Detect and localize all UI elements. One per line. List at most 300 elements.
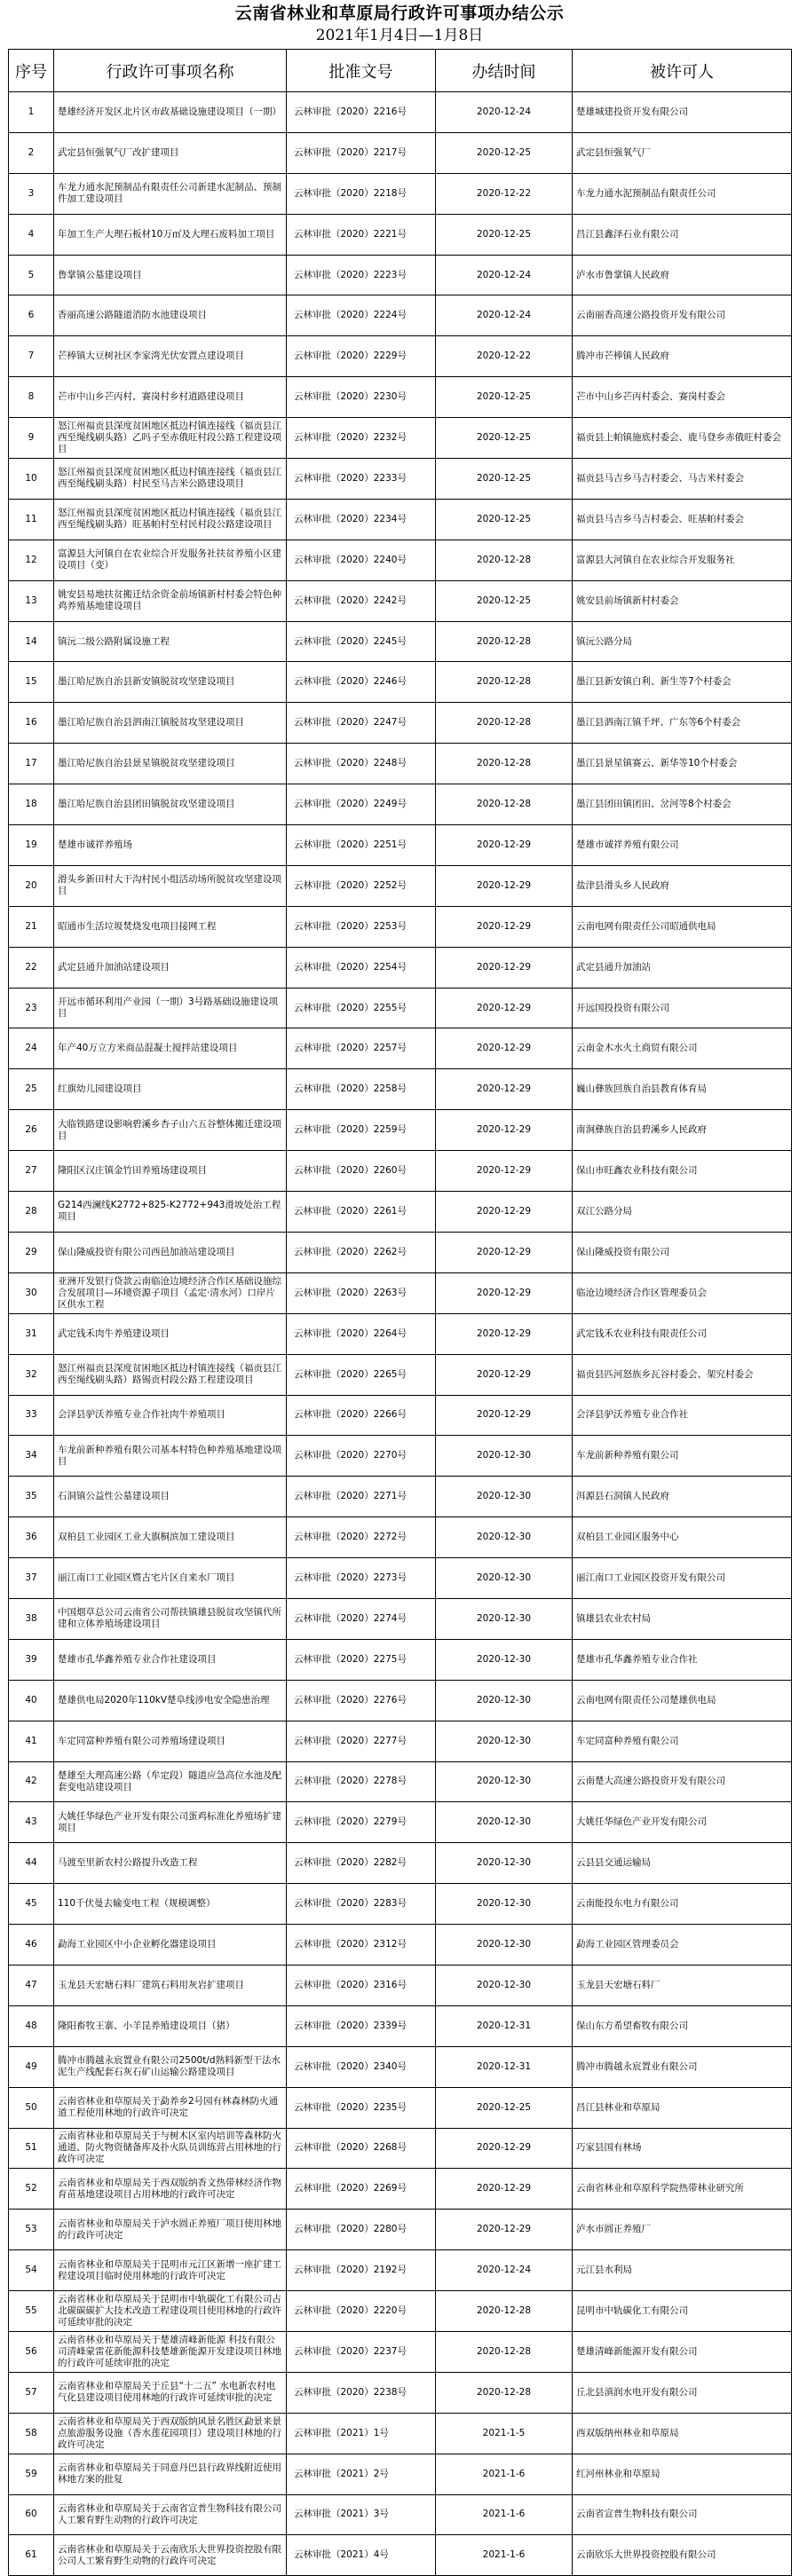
approval-number: 云林审批（2021）4号 bbox=[287, 2535, 436, 2576]
licensee: 墨江县新安镇白利、新生等7个村委会 bbox=[573, 662, 792, 703]
row-number: 7 bbox=[9, 336, 54, 377]
licensee: 大姚任华绿色产业开发有限公司 bbox=[573, 1802, 792, 1843]
completion-date: 2020-12-30 bbox=[436, 1598, 573, 1639]
completion-date: 2020-12-29 bbox=[436, 1313, 573, 1354]
approval-number: 云林审批（2020）2218号 bbox=[287, 173, 436, 214]
licensee: 墨江县团田镇团田、岔河等8个村委会 bbox=[573, 784, 792, 825]
permit-item-name: 怒江州福贡县深度贫困地区抵边村镇连接线（福贡县江西至绳线刷头路）乙吗子至赤俄旺村段公路工程建设项目 bbox=[54, 418, 287, 459]
permit-item-name: 马渡至里新农村公路提升改造工程 bbox=[54, 1843, 287, 1884]
permit-item-name: 云南省林业和草原局关于丘县“十二五” 水电新农村电气化县建设项目使用林地的行政许可延续审批的决定 bbox=[54, 2372, 287, 2413]
completion-date: 2020-12-24 bbox=[436, 92, 573, 133]
approval-number: 云林审批（2021）2号 bbox=[287, 2454, 436, 2494]
licensee: 云南省林业和草原科学院热带林业研究所 bbox=[573, 2169, 792, 2210]
permit-item-name: 云南省林业和草原局关于昆明市中轨碳化工有限公司占北碳碳碳扩大技术改造工程建设项目使用林地的行政许可延续审批的决定 bbox=[54, 2291, 287, 2332]
approval-number: 云林审批（2020）2237号 bbox=[287, 2331, 436, 2372]
row-number: 1 bbox=[9, 92, 54, 133]
row-number: 27 bbox=[9, 1151, 54, 1192]
approval-number: 云林审批（2020）2259号 bbox=[287, 1110, 436, 1151]
completion-date: 2021-1-6 bbox=[436, 2535, 573, 2576]
permit-item-name: 鲁掌镇公墓建设项目 bbox=[54, 255, 287, 295]
row-number: 53 bbox=[9, 2210, 54, 2250]
completion-date: 2020-12-30 bbox=[436, 1436, 573, 1477]
table-row bbox=[9, 295, 792, 336]
approval-number: 云林审批（2020）2249号 bbox=[287, 784, 436, 825]
permit-item-name: 玉龙县天宏塘石料厂建筑石料用灰岩扩建项目 bbox=[54, 1965, 287, 2005]
header-item: 行政许可事项名称 bbox=[54, 50, 287, 92]
licensee: 元江县水利局 bbox=[573, 2250, 792, 2291]
row-number: 41 bbox=[9, 1721, 54, 1761]
table-row bbox=[9, 744, 792, 784]
permit-table bbox=[8, 49, 792, 2576]
row-number: 28 bbox=[9, 1192, 54, 1233]
table-row bbox=[9, 1843, 792, 1884]
licensee: 会泽县驴沃养殖专业合作社 bbox=[573, 1395, 792, 1436]
table-row bbox=[9, 1354, 792, 1395]
licensee: 福贡县匹河怒族乡瓦谷村委会、架究村委会 bbox=[573, 1354, 792, 1395]
row-number: 48 bbox=[9, 2005, 54, 2046]
approval-number: 云林审批（2020）2247号 bbox=[287, 703, 436, 744]
row-number: 38 bbox=[9, 1598, 54, 1639]
approval-number: 云林审批（2020）2235号 bbox=[287, 2087, 436, 2128]
completion-date: 2020-12-25 bbox=[436, 377, 573, 418]
approval-number: 云林审批（2020）2229号 bbox=[287, 336, 436, 377]
licensee: 福贡县马吉乡马吉村委会、马吉米村委会 bbox=[573, 459, 792, 500]
permit-item-name: 中国烟草总公司云南省公司帮扶镇雄县脱贫攻坚镇代所建和立体养殖场建设项目 bbox=[54, 1598, 287, 1639]
licensee: 武定县恒强氧气厂 bbox=[573, 132, 792, 173]
licensee: 云南金木水火土商贸有限公司 bbox=[573, 1028, 792, 1069]
permit-item-name: 昭通市生活垃圾焚烧发电项目接网工程 bbox=[54, 906, 287, 947]
table-row bbox=[9, 947, 792, 988]
completion-date: 2020-12-25 bbox=[436, 459, 573, 500]
permit-item-name: 楚雄市孔华鑫养殖专业合作社建设项目 bbox=[54, 1639, 287, 1680]
licensee: 楚雄清峰新能源开发有限公司 bbox=[573, 2331, 792, 2372]
permit-item-name: 云南省林业和草原局关于同意丹巴县行政界线附近使用林地方案的批复 bbox=[54, 2454, 287, 2494]
approval-number: 云林审批（2020）2274号 bbox=[287, 1598, 436, 1639]
permit-item-name: 年加工生产大理石板材10万㎡及大理石废料加工项目 bbox=[54, 214, 287, 255]
approval-number: 云林审批（2020）2272号 bbox=[287, 1517, 436, 1558]
completion-date: 2020-12-29 bbox=[436, 1192, 573, 1233]
licensee: 云南楚大高速公路投资开发有限公司 bbox=[573, 1761, 792, 1802]
row-number: 2 bbox=[9, 132, 54, 173]
approval-number: 云林审批（2020）2224号 bbox=[287, 295, 436, 336]
licensee: 腾冲市腾越永宸置业有限公司 bbox=[573, 2046, 792, 2087]
completion-date: 2021-1-6 bbox=[436, 2454, 573, 2494]
completion-date: 2020-12-29 bbox=[436, 2128, 573, 2169]
completion-date: 2020-12-28 bbox=[436, 703, 573, 744]
table-row bbox=[9, 1232, 792, 1272]
completion-date: 2020-12-24 bbox=[436, 2250, 573, 2291]
table-row bbox=[9, 1069, 792, 1110]
completion-date: 2020-12-25 bbox=[436, 499, 573, 540]
row-number: 26 bbox=[9, 1110, 54, 1151]
approval-number: 云林审批（2020）2261号 bbox=[287, 1192, 436, 1233]
table-row bbox=[9, 906, 792, 947]
row-number: 12 bbox=[9, 540, 54, 580]
completion-date: 2020-12-29 bbox=[436, 2169, 573, 2210]
permit-item-name: 车龙前新种养殖有限公司基本村特色种养殖基地建设项目 bbox=[54, 1436, 287, 1477]
table-row bbox=[9, 459, 792, 500]
licensee: 昌江县林业和草原局 bbox=[573, 2087, 792, 2128]
table-row bbox=[9, 580, 792, 621]
approval-number: 云林审批（2020）2232号 bbox=[287, 418, 436, 459]
table-row bbox=[9, 2087, 792, 2128]
approval-number: 云林审批（2020）2277号 bbox=[287, 1721, 436, 1761]
approval-number: 云林审批（2020）2279号 bbox=[287, 1802, 436, 1843]
completion-date: 2020-12-31 bbox=[436, 2005, 573, 2046]
permit-item-name: 双柏县工业园区工业大旗桐滨加工建设项目 bbox=[54, 1517, 287, 1558]
table-row bbox=[9, 2128, 792, 2169]
approval-number: 云林审批（2020）2262号 bbox=[287, 1232, 436, 1272]
permit-item-name: 芒市中山乡芒丙村、赛岗村乡村道路建设项目 bbox=[54, 377, 287, 418]
approval-number: 云林审批（2020）2234号 bbox=[287, 499, 436, 540]
licensee: 云南欣乐大世界投资控股有限公司 bbox=[573, 2535, 792, 2576]
permit-item-name: 云南省林业和草原局关于楚雄清峰新能源 科技有限公司清峰蒙雷花新能源科技楚雄新能源开发建设项目林地的行政许可延续审批的决定 bbox=[54, 2331, 287, 2372]
permit-item-name: 墨江哈尼族自治县泗南江镇脱贫攻坚建设项目 bbox=[54, 703, 287, 744]
licensee: 开远国投投资有限公司 bbox=[573, 988, 792, 1028]
licensee: 洱源县石洞镇人民政府 bbox=[573, 1477, 792, 1517]
table-row bbox=[9, 662, 792, 703]
completion-date: 2020-12-31 bbox=[436, 2046, 573, 2087]
completion-date: 2020-12-29 bbox=[436, 947, 573, 988]
row-number: 5 bbox=[9, 255, 54, 295]
permit-item-name: 镇沅二级公路附属设施工程 bbox=[54, 621, 287, 662]
table-row bbox=[9, 1598, 792, 1639]
licensee: 保山市旺鑫农业科技有限公司 bbox=[573, 1151, 792, 1192]
permit-item-name: 云南省林业和草原局关于与树木区室内培训等森林防火通道、防火物资储备库及扑火队员训练营占用林地的行政许可决定 bbox=[54, 2128, 287, 2169]
row-number: 34 bbox=[9, 1436, 54, 1477]
permit-item-name: 隆阳畜牧王寨、小羊昆养殖建设项目（猪） bbox=[54, 2005, 287, 2046]
approval-number: 云林审批（2020）2258号 bbox=[287, 1069, 436, 1110]
table-row bbox=[9, 1395, 792, 1436]
row-number: 11 bbox=[9, 499, 54, 540]
completion-date: 2020-12-30 bbox=[436, 1680, 573, 1721]
completion-date: 2020-12-30 bbox=[436, 1639, 573, 1680]
permit-item-name: 大姚任华绿色产业开发有限公司蛋鸡标准化养殖场扩建项目 bbox=[54, 1802, 287, 1843]
table-row bbox=[9, 703, 792, 744]
approval-number: 云林审批（2020）2233号 bbox=[287, 459, 436, 500]
licensee: 丽江南口工业园区投资开发有限公司 bbox=[573, 1558, 792, 1599]
row-number: 15 bbox=[9, 662, 54, 703]
completion-date: 2020-12-25 bbox=[436, 580, 573, 621]
licensee: 云南能投东电力有限公司 bbox=[573, 1884, 792, 1925]
licensee: 云南丽香高速公路投资开发有限公司 bbox=[573, 295, 792, 336]
licensee: 姚安县前场镇新村村委会 bbox=[573, 580, 792, 621]
permit-item-name: 丽江南口工业园区暨古宅片区自来水厂项目 bbox=[54, 1558, 287, 1599]
table-row bbox=[9, 1028, 792, 1069]
row-number: 45 bbox=[9, 1884, 54, 1925]
licensee: 巧家县国有林场 bbox=[573, 2128, 792, 2169]
row-number: 37 bbox=[9, 1558, 54, 1599]
permit-item-name: 香丽高速公路隧道消防水池建设项目 bbox=[54, 295, 287, 336]
row-number: 13 bbox=[9, 580, 54, 621]
completion-date: 2020-12-30 bbox=[436, 1925, 573, 1965]
row-number: 47 bbox=[9, 1965, 54, 2005]
completion-date: 2021-1-5 bbox=[436, 2413, 573, 2454]
table-row bbox=[9, 2291, 792, 2332]
table-row bbox=[9, 2210, 792, 2250]
table-row bbox=[9, 1272, 792, 1313]
table-row bbox=[9, 173, 792, 214]
approval-number: 云林审批（2020）2263号 bbox=[287, 1272, 436, 1313]
licensee: 南涧彝族自治县碧溪乡人民政府 bbox=[573, 1110, 792, 1151]
table-row bbox=[9, 2169, 792, 2210]
completion-date: 2020-12-28 bbox=[436, 621, 573, 662]
completion-date: 2020-12-29 bbox=[436, 1272, 573, 1313]
approval-number: 云林审批（2020）2270号 bbox=[287, 1436, 436, 1477]
completion-date: 2020-12-29 bbox=[436, 906, 573, 947]
permit-item-name: 楚雄经济开发区北片区市政基础设施建设项目（一期） bbox=[54, 92, 287, 133]
approval-number: 云林审批（2020）2278号 bbox=[287, 1761, 436, 1802]
approval-number: 云林审批（2020）2260号 bbox=[287, 1151, 436, 1192]
table-row bbox=[9, 1721, 792, 1761]
licensee: 墨江县泗南江镇千坪、广东等6个村委会 bbox=[573, 703, 792, 744]
approval-number: 云林审批（2020）2268号 bbox=[287, 2128, 436, 2169]
table-row bbox=[9, 2494, 792, 2535]
table-row bbox=[9, 2454, 792, 2494]
permit-item-name: 姚安县易地扶贫搬迁结余资金前场镇新村村委会特色种鸡养殖基地建设项目 bbox=[54, 580, 287, 621]
permit-item-name: 楚雄市诚祥养殖场 bbox=[54, 825, 287, 866]
row-number: 54 bbox=[9, 2250, 54, 2291]
row-number: 61 bbox=[9, 2535, 54, 2576]
table-row bbox=[9, 499, 792, 540]
licensee: 腾冲市芒棒镇人民政府 bbox=[573, 336, 792, 377]
permit-item-name: 年产40万立方米商品混凝土搅拌站建设项目 bbox=[54, 1028, 287, 1069]
table-row bbox=[9, 1925, 792, 1965]
licensee: 巍山彝族回族自治县教育体育局 bbox=[573, 1069, 792, 1110]
permit-item-name: 云南省林业和草原局关于勐养乡2号园有林森林防火通道工程使用林地的行政许可决定 bbox=[54, 2087, 287, 2128]
row-number: 51 bbox=[9, 2128, 54, 2169]
table-row bbox=[9, 784, 792, 825]
licensee: 双柏县工业园区服务中心 bbox=[573, 1517, 792, 1558]
header-licensee: 被许可人 bbox=[573, 50, 792, 92]
licensee: 玉龙县天宏塘石料厂 bbox=[573, 1965, 792, 2005]
approval-number: 云林审批（2020）2254号 bbox=[287, 947, 436, 988]
permit-item-name: 开远市循环利用产业园（一期）3号路基础设施建设项目 bbox=[54, 988, 287, 1028]
licensee: 车龙力通水泥预制品有限责任公司 bbox=[573, 173, 792, 214]
row-number: 30 bbox=[9, 1272, 54, 1313]
table-row bbox=[9, 1884, 792, 1925]
approval-number: 云林审批（2020）2220号 bbox=[287, 2291, 436, 2332]
table-row bbox=[9, 1477, 792, 1517]
approval-number: 云林审批（2020）2242号 bbox=[287, 580, 436, 621]
approval-number: 云林审批（2020）2316号 bbox=[287, 1965, 436, 2005]
row-number: 46 bbox=[9, 1925, 54, 1965]
permit-item-name: 武定县通升加油站建设项目 bbox=[54, 947, 287, 988]
completion-date: 2020-12-29 bbox=[436, 1028, 573, 1069]
approval-number: 云林审批（2020）2282号 bbox=[287, 1843, 436, 1884]
row-number: 33 bbox=[9, 1395, 54, 1436]
row-number: 31 bbox=[9, 1313, 54, 1354]
licensee: 昌江县鑫泽石业有限公司 bbox=[573, 214, 792, 255]
permit-item-name: 墨江哈尼族自治县景星镇脱贫攻坚建设项目 bbox=[54, 744, 287, 784]
approval-number: 云林审批（2020）2276号 bbox=[287, 1680, 436, 1721]
permit-item-name: 滑头乡新田村大干沟村民小组活动场所脱贫攻坚建设项目 bbox=[54, 865, 287, 906]
table-row bbox=[9, 1680, 792, 1721]
permit-item-name: 会泽县驴沃养殖专业合作社肉牛养殖项目 bbox=[54, 1395, 287, 1436]
permit-item-name: 红旗幼儿园建设项目 bbox=[54, 1069, 287, 1110]
table-row bbox=[9, 1110, 792, 1151]
row-number: 8 bbox=[9, 377, 54, 418]
table-row bbox=[9, 2005, 792, 2046]
table-row bbox=[9, 1639, 792, 1680]
completion-date: 2020-12-25 bbox=[436, 132, 573, 173]
approval-number: 云林审批（2020）2275号 bbox=[287, 1639, 436, 1680]
licensee: 西双版纳州林业和草原局 bbox=[573, 2413, 792, 2454]
permit-item-name: 楚雄至大理高速公路（牟定段）隧道应急高位水池及配套变电站建设项目 bbox=[54, 1761, 287, 1802]
approval-number: 云林审批（2020）2248号 bbox=[287, 744, 436, 784]
permit-item-name: 富源县大河镇自在农业综合开发服务社扶贫养殖小区建设项目（变） bbox=[54, 540, 287, 580]
permit-item-name: G214西澜线K2772+825-K2772+943滑坡处治工程项目 bbox=[54, 1192, 287, 1233]
completion-date: 2020-12-30 bbox=[436, 1761, 573, 1802]
row-number: 16 bbox=[9, 703, 54, 744]
completion-date: 2020-12-29 bbox=[436, 1069, 573, 1110]
table-row bbox=[9, 865, 792, 906]
completion-date: 2020-12-30 bbox=[436, 1558, 573, 1599]
table-header bbox=[9, 50, 792, 92]
approval-number: 云林审批（2020）2238号 bbox=[287, 2372, 436, 2413]
table-row bbox=[9, 336, 792, 377]
table-row bbox=[9, 1192, 792, 1233]
permit-item-name: 云南省林业和草原局关于西双版纳香文热带林经济作物育苗基地建设项目占用林地的行政许可决定 bbox=[54, 2169, 287, 2210]
licensee: 保山东方希望畜牧有限公司 bbox=[573, 2005, 792, 2046]
licensee: 云南电网有限责任公司楚雄供电局 bbox=[573, 1680, 792, 1721]
approval-number: 云林审批（2020）2253号 bbox=[287, 906, 436, 947]
page-subtitle: 2021年1月4日—1月8日 bbox=[315, 27, 484, 44]
licensee: 武定钱禾农业科技有限责任公司 bbox=[573, 1313, 792, 1354]
licensee: 昆明市中轨碳化工有限公司 bbox=[573, 2291, 792, 2332]
licensee: 保山隆威投资有限公司 bbox=[573, 1232, 792, 1272]
table-row bbox=[9, 132, 792, 173]
licensee: 墨江县景星镇赛云、新华等10个村委会 bbox=[573, 744, 792, 784]
table-row bbox=[9, 1558, 792, 1599]
permit-item-name: 芒棒镇大豆树社区李家湾光伏安置点建设项目 bbox=[54, 336, 287, 377]
approval-number: 云林审批（2020）2255号 bbox=[287, 988, 436, 1028]
licensee: 楚雄市诚祥养殖有限公司 bbox=[573, 825, 792, 866]
table-body bbox=[9, 92, 792, 2576]
licensee: 勐海工业园区管理委员会 bbox=[573, 1925, 792, 1965]
row-number: 32 bbox=[9, 1354, 54, 1395]
permit-item-name: 云南省林业和草原局关于泸水圆正养殖厂项目使用林地的行政许可决定 bbox=[54, 2210, 287, 2250]
permit-item-name: 车定同富种养殖有限公司养殖场建设项目 bbox=[54, 1721, 287, 1761]
approval-number: 云林审批（2020）2265号 bbox=[287, 1354, 436, 1395]
approval-number: 云林审批（2020）2264号 bbox=[287, 1313, 436, 1354]
row-number: 40 bbox=[9, 1680, 54, 1721]
completion-date: 2020-12-30 bbox=[436, 1843, 573, 1884]
table-row bbox=[9, 418, 792, 459]
licensee: 云南电网有限责任公司昭通供电局 bbox=[573, 906, 792, 947]
permit-item-name: 墨江哈尼族自治县团田镇脱贫攻坚建设项目 bbox=[54, 784, 287, 825]
licensee: 楚雄市孔华鑫养殖专业合作社 bbox=[573, 1639, 792, 1680]
permit-item-name: 车龙力通水泥预制品有限责任公司新建水泥制品、预制件加工建设项目 bbox=[54, 173, 287, 214]
approval-number: 云林审批（2020）2271号 bbox=[287, 1477, 436, 1517]
approval-number: 云林审批（2021）1号 bbox=[287, 2413, 436, 2454]
licensee: 楚雄城建投资开发有限公司 bbox=[573, 92, 792, 133]
approval-number: 云林审批（2020）2257号 bbox=[287, 1028, 436, 1069]
row-number: 4 bbox=[9, 214, 54, 255]
completion-date: 2020-12-30 bbox=[436, 1517, 573, 1558]
row-number: 23 bbox=[9, 988, 54, 1028]
completion-date: 2020-12-22 bbox=[436, 336, 573, 377]
approval-number: 云林审批（2020）2251号 bbox=[287, 825, 436, 866]
row-number: 44 bbox=[9, 1843, 54, 1884]
page-title: 云南省林业和草原局行政许可事项办结公示 bbox=[234, 4, 565, 23]
permit-item-name: 隆阳区汉庄镇金竹田养殖场建设项目 bbox=[54, 1151, 287, 1192]
table-row bbox=[9, 255, 792, 295]
row-number: 17 bbox=[9, 744, 54, 784]
completion-date: 2020-12-24 bbox=[436, 295, 573, 336]
row-number: 56 bbox=[9, 2331, 54, 2372]
row-number: 60 bbox=[9, 2494, 54, 2535]
completion-date: 2020-12-28 bbox=[436, 540, 573, 580]
table-row bbox=[9, 988, 792, 1028]
row-number: 39 bbox=[9, 1639, 54, 1680]
permit-item-name: 云南省林业和草原局关于云南省宣普生物科技有限公司人工繁育野生动物的行政许可决定 bbox=[54, 2494, 287, 2535]
permit-item-name: 亚洲开发银行贷款云南临沧边境经济合作区基础设施综合发展项目—环境资源子项目（孟定·清水河）口岸片区供水工程 bbox=[54, 1272, 287, 1313]
completion-date: 2020-12-30 bbox=[436, 1477, 573, 1517]
row-number: 24 bbox=[9, 1028, 54, 1069]
header-no: 序号 bbox=[9, 50, 54, 92]
permit-item-name: 怒江州福贡县深度贫困地区抵边村镇连接线（福贡县江西至绳线刷头路）路锡贡村段公路工程建设项目 bbox=[54, 1354, 287, 1395]
table-row bbox=[9, 621, 792, 662]
completion-date: 2020-12-30 bbox=[436, 1884, 573, 1925]
row-number: 55 bbox=[9, 2291, 54, 2332]
completion-date: 2020-12-29 bbox=[436, 988, 573, 1028]
table-row bbox=[9, 1436, 792, 1477]
row-number: 36 bbox=[9, 1517, 54, 1558]
table-row bbox=[9, 1517, 792, 1558]
completion-date: 2020-12-29 bbox=[436, 1354, 573, 1395]
approval-number: 云林审批（2020）2283号 bbox=[287, 1884, 436, 1925]
completion-date: 2020-12-28 bbox=[436, 784, 573, 825]
row-number: 35 bbox=[9, 1477, 54, 1517]
licensee: 泸水市圆正养殖厂 bbox=[573, 2210, 792, 2250]
table-row bbox=[9, 2331, 792, 2372]
row-number: 59 bbox=[9, 2454, 54, 2494]
table-row bbox=[9, 2372, 792, 2413]
approval-number: 云林审批（2020）2217号 bbox=[287, 132, 436, 173]
completion-date: 2021-1-6 bbox=[436, 2494, 573, 2535]
completion-date: 2020-12-28 bbox=[436, 2291, 573, 2332]
completion-date: 2020-12-22 bbox=[436, 173, 573, 214]
completion-date: 2020-12-30 bbox=[436, 1802, 573, 1843]
approval-number: 云林审批（2020）2216号 bbox=[287, 92, 436, 133]
row-number: 9 bbox=[9, 418, 54, 459]
row-number: 43 bbox=[9, 1802, 54, 1843]
approval-number: 云林审批（2020）2339号 bbox=[287, 2005, 436, 2046]
completion-date: 2020-12-28 bbox=[436, 2372, 573, 2413]
approval-number: 云林审批（2020）2246号 bbox=[287, 662, 436, 703]
permit-item-name: 云南省林业和草原局关于昆明市元江区新增一座扩建工程建设项目临时使用林地的行政许可决定 bbox=[54, 2250, 287, 2291]
permit-item-name: 怒江州福贡县深度贫困地区抵边村镇连接线（福贡县江西至绳线刷头路）村民至马吉米公路建设项目 bbox=[54, 459, 287, 500]
row-number: 6 bbox=[9, 295, 54, 336]
permit-item-name: 武定钱禾肉牛养殖建设项目 bbox=[54, 1313, 287, 1354]
licensee: 芒市中山乡芒丙村委会、赛岗村委会 bbox=[573, 377, 792, 418]
completion-date: 2020-12-29 bbox=[436, 825, 573, 866]
completion-date: 2020-12-25 bbox=[436, 418, 573, 459]
table-row bbox=[9, 1151, 792, 1192]
approval-number: 云林审批（2020）2230号 bbox=[287, 377, 436, 418]
licensee: 富源县大河镇自在农业综合开发服务社 bbox=[573, 540, 792, 580]
completion-date: 2020-12-24 bbox=[436, 255, 573, 295]
licensee: 双江公路分局 bbox=[573, 1192, 792, 1233]
completion-date: 2020-12-25 bbox=[436, 2087, 573, 2128]
licensee: 临沧边境经济合作区管理委员会 bbox=[573, 1272, 792, 1313]
permit-item-name: 大临铁路建设影响碧溪乡杏子山六五谷整体搬迁建设项目 bbox=[54, 1110, 287, 1151]
row-number: 42 bbox=[9, 1761, 54, 1802]
licensee: 车龙前新种养殖有限公司 bbox=[573, 1436, 792, 1477]
permit-item-name: 怒江州福贡县深度贫困地区抵边村镇连接线（福贡县江西至绳线刷头路）旺基帕村至村民村段公路建设项目 bbox=[54, 499, 287, 540]
table-row bbox=[9, 2535, 792, 2576]
